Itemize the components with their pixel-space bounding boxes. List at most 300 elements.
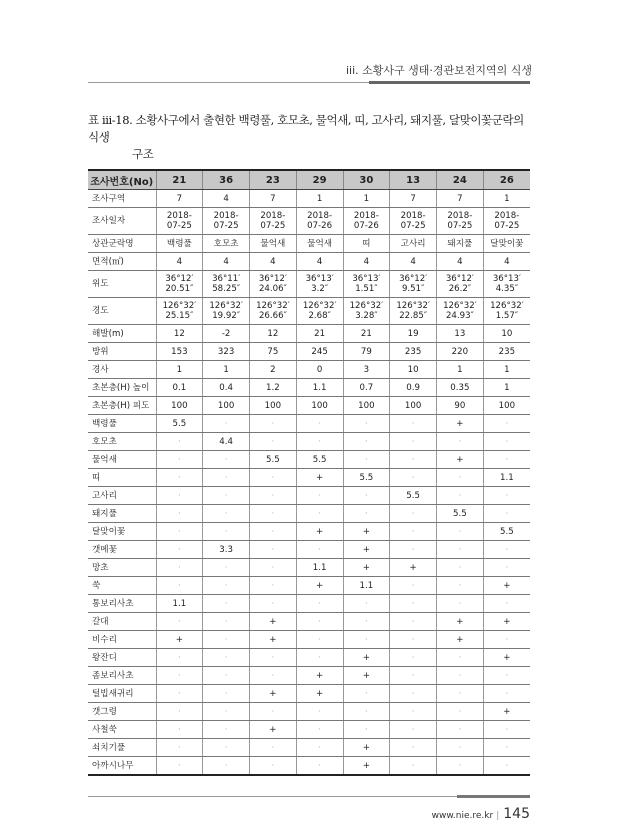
table-cell: 235 <box>390 343 437 361</box>
table-cell: 36°12′ 20.51″ <box>156 271 203 298</box>
page-number: 145 <box>503 806 530 822</box>
table-row <box>88 685 530 703</box>
table-cell: 5.5 <box>156 415 203 433</box>
table-row <box>88 343 530 361</box>
row-label: 띠 <box>88 469 156 487</box>
table-cell: 돼지풀 <box>437 235 484 253</box>
table-row <box>88 208 530 235</box>
table-cell: · <box>343 703 390 721</box>
table-cell: 36°13′ 1.51″ <box>343 271 390 298</box>
table-cell: · <box>203 721 250 739</box>
table-cell: + <box>437 613 484 631</box>
table-cell: · <box>483 415 530 433</box>
table-cell: 4 <box>203 190 250 208</box>
table-cell: · <box>390 433 437 451</box>
row-label: 상관군락명 <box>88 235 156 253</box>
row-label: 아까시나무 <box>88 757 156 776</box>
table-cell: 1 <box>483 361 530 379</box>
row-label: 갈대 <box>88 613 156 631</box>
table-cell: · <box>390 523 437 541</box>
table-cell: · <box>156 613 203 631</box>
table-cell: · <box>203 523 250 541</box>
row-label: 털빕새귀리 <box>88 685 156 703</box>
table-cell: · <box>390 757 437 776</box>
table-cell: · <box>156 721 203 739</box>
table-cell: 3.3 <box>203 541 250 559</box>
table-cell: 36°12′ 24.06″ <box>250 271 297 298</box>
column-header: 36 <box>203 170 250 190</box>
table-cell: + <box>156 631 203 649</box>
table-cell: · <box>250 487 297 505</box>
column-header: 23 <box>250 170 297 190</box>
table-cell: · <box>437 577 484 595</box>
table-caption-line1: 표 iii-18. 소황사구에서 출현한 백령풀, 호모초, 물억새, 띠, 고사리, 돼지풀, 달맞이꽃군락의 식생 <box>88 113 524 144</box>
table-cell: 5.5 <box>250 451 297 469</box>
column-header: 21 <box>156 170 203 190</box>
table-cell: · <box>437 541 484 559</box>
table-cell: · <box>203 487 250 505</box>
table-cell: 75 <box>250 343 297 361</box>
row-label: 왕잔디 <box>88 649 156 667</box>
table-cell: · <box>156 559 203 577</box>
table-cell: 2018- 07-26 <box>296 208 343 235</box>
table-cell: · <box>390 469 437 487</box>
table-cell: · <box>343 505 390 523</box>
table-cell: 5.5 <box>390 487 437 505</box>
table-cell: + <box>250 631 297 649</box>
table-cell: · <box>296 613 343 631</box>
table-cell: · <box>296 631 343 649</box>
row-label: 위도 <box>88 271 156 298</box>
table-cell: · <box>156 739 203 757</box>
table-cell: 2018- 07-25 <box>250 208 297 235</box>
table-cell: · <box>296 739 343 757</box>
row-label: 방위 <box>88 343 156 361</box>
table-cell: + <box>250 613 297 631</box>
table-cell: · <box>203 595 250 613</box>
table-cell: · <box>343 433 390 451</box>
table-cell: 띠 <box>343 235 390 253</box>
table-cell: · <box>483 541 530 559</box>
table-cell: 36°13′ 4.35″ <box>483 271 530 298</box>
table-cell: 21 <box>296 325 343 343</box>
table-cell: · <box>483 631 530 649</box>
table-cell: · <box>296 541 343 559</box>
table-cell: · <box>156 505 203 523</box>
table-cell: 100 <box>156 397 203 415</box>
table-cell: 1.1 <box>343 577 390 595</box>
table-cell: 4 <box>437 253 484 271</box>
table-cell: · <box>483 685 530 703</box>
running-header: iii. 소황사구 생태·경관보전지역의 식생 <box>345 64 532 77</box>
footer-url: www.nie.re.kr <box>431 811 494 821</box>
table-cell: 1 <box>296 190 343 208</box>
table-cell: 0.35 <box>437 379 484 397</box>
table-cell: 4 <box>156 253 203 271</box>
table-cell: 4 <box>483 253 530 271</box>
table-row <box>88 397 530 415</box>
row-label: 사철쑥 <box>88 721 156 739</box>
table-cell: 2018- 07-25 <box>437 208 484 235</box>
table-cell: · <box>343 613 390 631</box>
table-cell: · <box>250 559 297 577</box>
table-row <box>88 253 530 271</box>
table-cell: · <box>203 631 250 649</box>
table-cell: · <box>296 487 343 505</box>
table-row <box>88 577 530 595</box>
table-cell: + <box>343 559 390 577</box>
row-label: 통보리사초 <box>88 595 156 613</box>
table-cell: · <box>390 667 437 685</box>
table-cell: 1.1 <box>296 379 343 397</box>
row-label: 면적(㎡) <box>88 253 156 271</box>
table-caption-line2: 구조 <box>132 147 154 161</box>
table-cell: 4.4 <box>203 433 250 451</box>
table-cell: 1.1 <box>483 469 530 487</box>
table-cell: · <box>203 703 250 721</box>
row-label: 비수리 <box>88 631 156 649</box>
table-cell: 2 <box>250 361 297 379</box>
row-label: 갯메꽃 <box>88 541 156 559</box>
table-cell: · <box>250 433 297 451</box>
table-cell: 126°32′ 26.66″ <box>250 298 297 325</box>
table-cell: 7 <box>437 190 484 208</box>
table-cell: · <box>250 415 297 433</box>
table-cell: 0.1 <box>156 379 203 397</box>
table-cell: · <box>437 487 484 505</box>
table-cell: 126°32′ 22.85″ <box>390 298 437 325</box>
table-header-row <box>88 170 530 190</box>
table-cell: 13 <box>437 325 484 343</box>
table-cell: · <box>390 631 437 649</box>
table-cell: · <box>483 721 530 739</box>
table-cell: · <box>250 649 297 667</box>
table-cell: 126°32′ 3.28″ <box>343 298 390 325</box>
table-row <box>88 739 530 757</box>
table-cell: · <box>483 433 530 451</box>
table-cell: · <box>203 649 250 667</box>
table-cell: 126°32′ 2.68″ <box>296 298 343 325</box>
table-cell: · <box>296 703 343 721</box>
table-cell: 100 <box>390 397 437 415</box>
table-cell: · <box>156 487 203 505</box>
table-cell: · <box>343 595 390 613</box>
table-cell: · <box>390 721 437 739</box>
footer-block <box>88 796 530 836</box>
table-cell: · <box>156 757 203 776</box>
table-cell: · <box>156 523 203 541</box>
table-cell: · <box>483 451 530 469</box>
table-cell: 36°13′ 3.2″ <box>296 271 343 298</box>
table-cell: + <box>343 649 390 667</box>
table-cell: 235 <box>483 343 530 361</box>
table-cell: · <box>156 433 203 451</box>
table-cell: 2018- 07-25 <box>203 208 250 235</box>
table-cell: · <box>437 667 484 685</box>
table-cell: · <box>437 721 484 739</box>
table-cell: · <box>390 505 437 523</box>
table-cell: · <box>250 667 297 685</box>
table-cell: + <box>343 523 390 541</box>
table-cell: · <box>250 523 297 541</box>
table-cell: · <box>203 559 250 577</box>
column-header: 13 <box>390 170 437 190</box>
table-cell: · <box>390 541 437 559</box>
table-cell: · <box>250 757 297 776</box>
table-cell: · <box>250 739 297 757</box>
table-cell: 21 <box>343 325 390 343</box>
table-cell: 고사리 <box>390 235 437 253</box>
table-cell: 백령풀 <box>156 235 203 253</box>
table-cell: · <box>390 649 437 667</box>
table-cell: · <box>390 685 437 703</box>
table-cell: -2 <box>203 325 250 343</box>
table-cell: · <box>343 487 390 505</box>
table-cell: · <box>437 703 484 721</box>
table-cell: · <box>296 649 343 667</box>
table-cell: · <box>437 559 484 577</box>
table-cell: + <box>437 415 484 433</box>
table-row <box>88 631 530 649</box>
table-cell: · <box>156 685 203 703</box>
table-cell: · <box>483 739 530 757</box>
table-cell: + <box>483 649 530 667</box>
table-cell: 4 <box>296 253 343 271</box>
table-cell: · <box>296 721 343 739</box>
table-cell: 19 <box>390 325 437 343</box>
table-row <box>88 298 530 325</box>
table-row <box>88 649 530 667</box>
table-row <box>88 433 530 451</box>
table-cell: · <box>203 667 250 685</box>
table-cell: 2018- 07-25 <box>156 208 203 235</box>
table-row <box>88 757 530 776</box>
table-cell: 물억새 <box>250 235 297 253</box>
table-cell: 7 <box>156 190 203 208</box>
table-cell: · <box>390 451 437 469</box>
table-cell: · <box>437 595 484 613</box>
table-cell: · <box>296 505 343 523</box>
table-row <box>88 235 530 253</box>
table-cell: 달맞이꽃 <box>483 235 530 253</box>
table-cell: + <box>296 523 343 541</box>
table-cell: 100 <box>203 397 250 415</box>
table-row <box>88 541 530 559</box>
column-header: 29 <box>296 170 343 190</box>
table-row <box>88 469 530 487</box>
table-row <box>88 415 530 433</box>
table-cell: 5.5 <box>483 523 530 541</box>
table-cell: · <box>156 649 203 667</box>
column-header: 30 <box>343 170 390 190</box>
table-cell: · <box>203 739 250 757</box>
table-cell: 5.5 <box>296 451 343 469</box>
table-cell: 3 <box>343 361 390 379</box>
table-cell: · <box>437 739 484 757</box>
table-row <box>88 721 530 739</box>
table-cell: 4 <box>203 253 250 271</box>
row-label: 좀보리사초 <box>88 667 156 685</box>
table-row <box>88 667 530 685</box>
table-cell: 1.1 <box>156 595 203 613</box>
table-cell: + <box>296 469 343 487</box>
table-cell: · <box>437 433 484 451</box>
table-cell: · <box>390 613 437 631</box>
table-row <box>88 523 530 541</box>
table-cell: 0.7 <box>343 379 390 397</box>
row-label: 경사 <box>88 361 156 379</box>
table-row <box>88 505 530 523</box>
table-cell: · <box>296 415 343 433</box>
table-cell: 4 <box>250 253 297 271</box>
row-label: 쑥 <box>88 577 156 595</box>
table-cell: 7 <box>390 190 437 208</box>
table-cell: 2018- 07-25 <box>390 208 437 235</box>
table-cell: 5.5 <box>437 505 484 523</box>
row-label: 경도 <box>88 298 156 325</box>
table-cell: 153 <box>156 343 203 361</box>
table-cell: + <box>483 613 530 631</box>
table-cell: · <box>437 523 484 541</box>
table-cell: · <box>296 595 343 613</box>
row-label: 망초 <box>88 559 156 577</box>
row-label: 갯그령 <box>88 703 156 721</box>
table-cell: · <box>156 541 203 559</box>
table-row <box>88 559 530 577</box>
table-row <box>88 595 530 613</box>
table-cell: · <box>203 415 250 433</box>
table-cell: 10 <box>390 361 437 379</box>
table-cell: · <box>296 757 343 776</box>
row-label: 물억새 <box>88 451 156 469</box>
row-label: 고사리 <box>88 487 156 505</box>
table-cell: 1 <box>483 379 530 397</box>
table-cell: + <box>483 703 530 721</box>
table-row <box>88 325 530 343</box>
table-cell: + <box>390 559 437 577</box>
table-cell: · <box>343 415 390 433</box>
table-cell: · <box>390 703 437 721</box>
table-cell: · <box>390 595 437 613</box>
table-cell: 1 <box>343 190 390 208</box>
table-cell: 36°12′ 9.51″ <box>390 271 437 298</box>
table-cell: 0.4 <box>203 379 250 397</box>
header-accent-bar <box>369 81 530 84</box>
table-cell: · <box>390 415 437 433</box>
table-cell: · <box>483 667 530 685</box>
table-cell: · <box>296 433 343 451</box>
table-cell: 36°11′ 58.25″ <box>203 271 250 298</box>
column-header: 24 <box>437 170 484 190</box>
column-header: 26 <box>483 170 530 190</box>
table-cell: 100 <box>483 397 530 415</box>
table-cell: + <box>483 577 530 595</box>
table-cell: · <box>483 757 530 776</box>
table-cell: · <box>483 595 530 613</box>
page-body <box>88 112 530 836</box>
table-cell: + <box>250 721 297 739</box>
table-row <box>88 487 530 505</box>
table-cell: · <box>203 757 250 776</box>
table-cell: 100 <box>250 397 297 415</box>
table-cell: · <box>250 577 297 595</box>
table-cell: + <box>250 685 297 703</box>
footer-separator: | <box>496 811 500 821</box>
column-header-survey-no: 조사번호(No) <box>88 170 156 190</box>
table-row <box>88 379 530 397</box>
table-cell: + <box>296 685 343 703</box>
table-cell: 1.2 <box>250 379 297 397</box>
table-cell: + <box>437 631 484 649</box>
table-cell: · <box>483 505 530 523</box>
table-caption <box>88 112 530 163</box>
table-cell: · <box>343 721 390 739</box>
table-cell: 100 <box>343 397 390 415</box>
table-cell: 0.9 <box>390 379 437 397</box>
table-cell: + <box>437 451 484 469</box>
table-cell: 4 <box>390 253 437 271</box>
table-cell: · <box>343 685 390 703</box>
table-cell: · <box>203 469 250 487</box>
row-label: 달맞이꽃 <box>88 523 156 541</box>
table-cell: · <box>390 577 437 595</box>
table-cell: · <box>437 649 484 667</box>
table-cell: 호모초 <box>203 235 250 253</box>
table-cell: 1 <box>203 361 250 379</box>
table-cell: 90 <box>437 397 484 415</box>
table-cell: · <box>343 631 390 649</box>
table-cell: 323 <box>203 343 250 361</box>
table-cell: 12 <box>250 325 297 343</box>
table-cell: · <box>483 487 530 505</box>
table-cell: · <box>156 451 203 469</box>
table-cell: + <box>343 667 390 685</box>
table-cell: 10 <box>483 325 530 343</box>
table-cell: · <box>250 541 297 559</box>
table-cell: 0 <box>296 361 343 379</box>
table-cell: 79 <box>343 343 390 361</box>
table-cell: · <box>250 469 297 487</box>
page-footer <box>432 806 530 822</box>
table-cell: · <box>250 703 297 721</box>
table-cell: + <box>343 541 390 559</box>
table-cell: 1.1 <box>296 559 343 577</box>
table-cell: · <box>437 469 484 487</box>
table-cell: · <box>156 667 203 685</box>
footer-accent-bar <box>457 795 530 798</box>
table-cell: · <box>156 577 203 595</box>
table-row <box>88 703 530 721</box>
table-cell: 5.5 <box>343 469 390 487</box>
table-row <box>88 271 530 298</box>
table-cell: 126°32′ 24.93″ <box>437 298 484 325</box>
table-cell: 220 <box>437 343 484 361</box>
table-cell: · <box>390 739 437 757</box>
table-row <box>88 361 530 379</box>
table-row <box>88 613 530 631</box>
row-label: 초본층(H) 높이 <box>88 379 156 397</box>
table-cell: 100 <box>296 397 343 415</box>
table-cell: · <box>250 505 297 523</box>
table-cell: · <box>437 757 484 776</box>
row-label: 해발(m) <box>88 325 156 343</box>
table-cell: · <box>483 559 530 577</box>
table-cell: · <box>203 577 250 595</box>
table-cell: · <box>343 451 390 469</box>
table-cell: 126°32′ 25.15″ <box>156 298 203 325</box>
table-row <box>88 451 530 469</box>
table-cell: 4 <box>343 253 390 271</box>
